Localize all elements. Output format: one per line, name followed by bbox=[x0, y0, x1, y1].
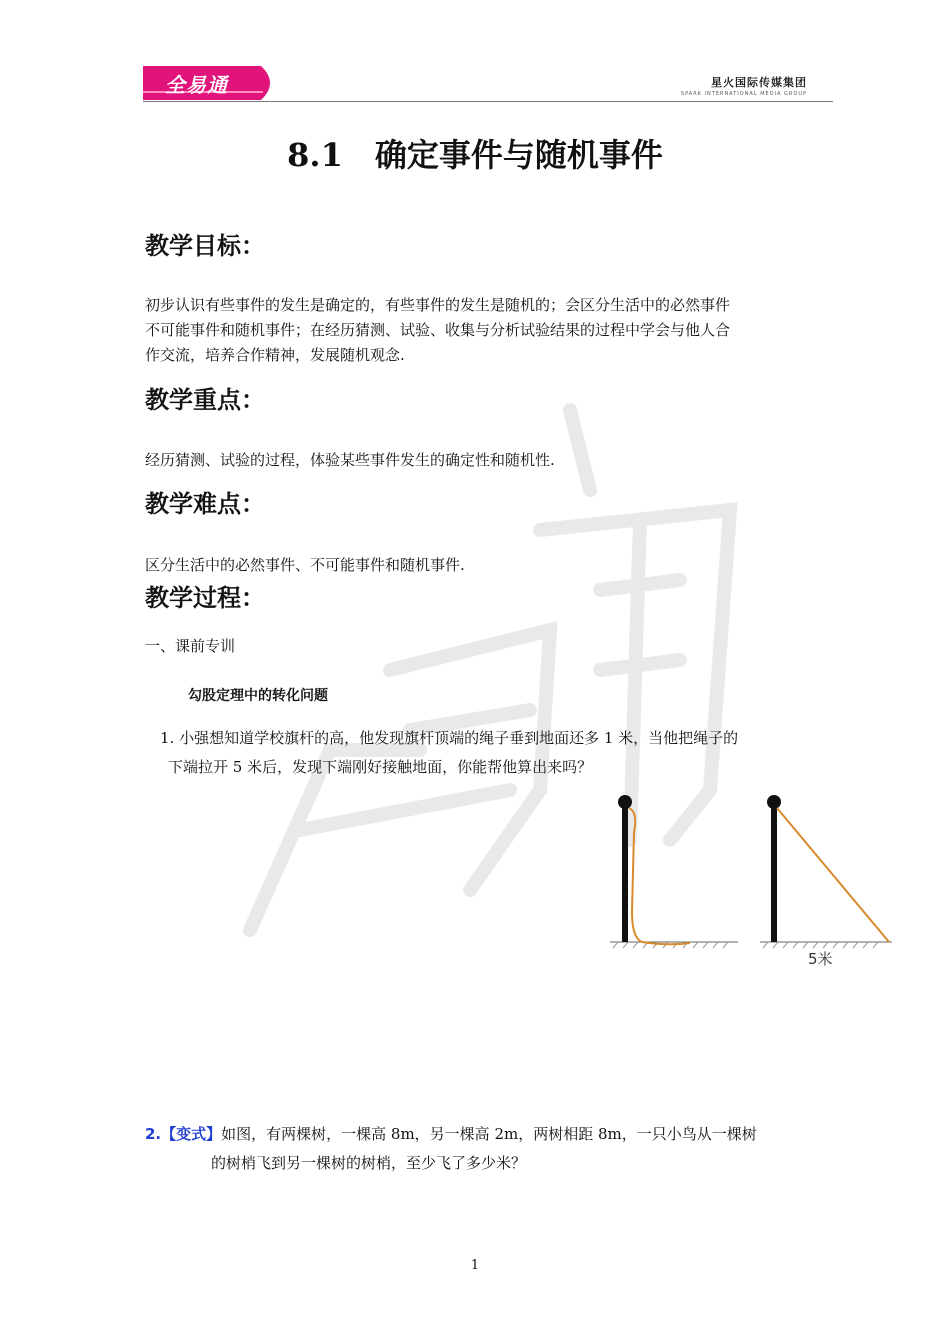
brand-english: SPARK INTERNATIONAL MEDIA GROUP bbox=[680, 91, 807, 97]
page-number: 1 bbox=[470, 1258, 480, 1273]
goals-line: 不可能事件和随机事件；在经历猜测、试验、收集与分析试验结果的过程中学会与他人合 bbox=[145, 321, 731, 339]
title-number: 8.1 bbox=[287, 136, 343, 174]
key-paragraph: 经历猜测、试验的过程，体验某些事件发生的确定性和随机性. bbox=[145, 451, 555, 469]
subheading: 勾股定理中的转化问题 bbox=[188, 688, 328, 704]
key-heading: 教学重点： bbox=[145, 386, 265, 414]
question-2-tag: 2.【变式】 bbox=[145, 1125, 222, 1143]
goals-line: 初步认识有些事件的发生是确定的，有些事件的发生是随机的；会区分生活中的必然事件 bbox=[145, 296, 731, 314]
brand bbox=[681, 74, 807, 97]
process-intro: 一、课前专训 bbox=[145, 637, 236, 655]
process-heading: 教学过程： bbox=[145, 584, 265, 612]
question-2-line: 的树梢飞到另一棵树的树梢，至少飞了多少米？ bbox=[211, 1154, 527, 1172]
question-2-line bbox=[145, 1120, 810, 1149]
brand-name: 星火国际传媒集团 bbox=[711, 76, 807, 89]
left-flagpole bbox=[610, 795, 738, 948]
distance-label: 5米 bbox=[808, 950, 833, 968]
right-flagpole bbox=[760, 795, 892, 948]
difficult-paragraph: 区分生活中的必然事件、不可能事件和随机事件. bbox=[145, 556, 465, 574]
question-1 bbox=[160, 724, 810, 782]
page-title bbox=[0, 130, 950, 176]
logo-text: 全易通 bbox=[165, 73, 228, 97]
question-1-line: 1. 小强想知道学校旗杆的高，他发现旗杆顶端的绳子垂到地面还多 1 米，当他把绳子的 bbox=[160, 729, 739, 747]
logo bbox=[143, 66, 279, 100]
goals-paragraph bbox=[145, 293, 810, 368]
question-2 bbox=[145, 1120, 810, 1178]
title-text: 确定事件与随机事件 bbox=[374, 136, 663, 174]
question-2-text: 如图，有两棵树，一棵高 8m，另一棵高 2m，两树相距 8m，一只小鸟从一棵树 bbox=[221, 1125, 757, 1143]
flagpole-diagram bbox=[608, 792, 898, 972]
header-divider bbox=[143, 101, 833, 102]
difficult-heading: 教学难点： bbox=[145, 490, 265, 518]
question-1-line: 下端拉开 5 米后，发现下端刚好接触地面，你能帮他算出来吗？ bbox=[168, 758, 593, 776]
goals-heading: 教学目标： bbox=[145, 232, 265, 260]
goals-line: 作交流，培养合作精神，发展随机观念. bbox=[145, 346, 405, 364]
flagpole-figure bbox=[608, 792, 898, 972]
